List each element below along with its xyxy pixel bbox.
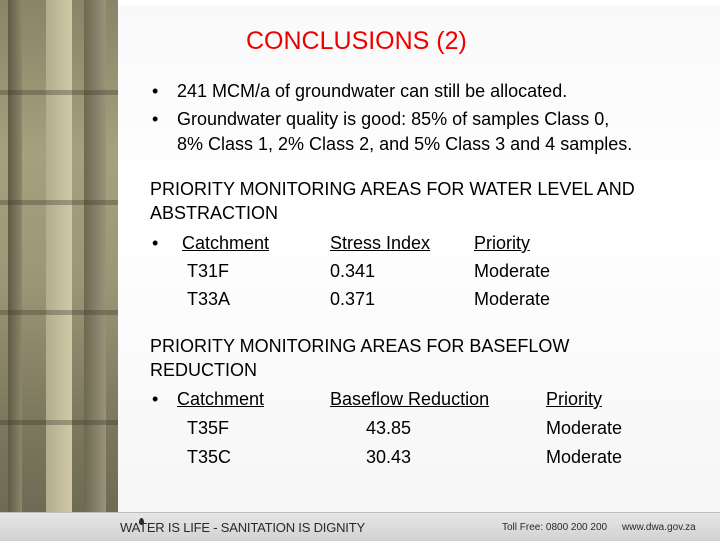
building-photo (0, 0, 118, 512)
section1-row2-priority: Moderate (474, 289, 551, 309)
section1-row1-stress-index: 0.341 (330, 261, 376, 281)
section1-header-priority: Priority (474, 233, 531, 253)
section1-row1-catchment: T31F (187, 261, 230, 281)
section1-heading-line1: PRIORITY MONITORING AREAS FOR WATER LEVEL AND (150, 179, 635, 199)
bullet-marker: • (152, 233, 159, 253)
section2-row2-baseflow-reduction: 30.43 (366, 447, 412, 467)
section2-header-baseflow-reduction: Baseflow Reduction (330, 389, 490, 409)
bullet-marker: • (152, 389, 159, 409)
bullet-quality-line1: Groundwater quality is good: 85% of samples Class 0, (177, 109, 610, 129)
section2-row1-priority: Moderate (546, 418, 623, 438)
bullet-marker: • (152, 81, 159, 101)
footer-phone: Toll Free: 0800 200 200 (502, 522, 608, 533)
footer-website: www.dwa.gov.za (622, 522, 696, 533)
section1-row2-catchment: T33A (187, 289, 231, 309)
section1-header-catchment: Catchment (182, 233, 270, 253)
section2-row1-catchment: T35F (187, 418, 230, 438)
bullet-allocation: 241 MCM/a of groundwater can still be allocated. (177, 81, 568, 101)
footer-bar (0, 512, 720, 541)
section2-header-catchment: Catchment (177, 389, 265, 409)
section1-heading-line2: ABSTRACTION (150, 203, 279, 223)
section2-row2-catchment: T35C (187, 447, 232, 467)
section1-row1-priority: Moderate (474, 261, 551, 281)
section2-heading-line1: PRIORITY MONITORING AREAS FOR BASEFLOW (150, 336, 570, 356)
section2-header-priority: Priority (546, 389, 603, 409)
bullet-marker: • (152, 109, 159, 129)
section2-row1-baseflow-reduction: 43.85 (366, 418, 412, 438)
section1-row2-stress-index: 0.371 (330, 289, 376, 309)
footer-motto: WATER IS LIFE - SANITATION IS DIGNITY (120, 520, 365, 535)
bullet-quality-line2: 8% Class 1, 2% Class 2, and 5% Class 3 and 4 samples. (177, 134, 633, 154)
section1-header-stress-index: Stress Index (330, 233, 431, 253)
section2-row2-priority: Moderate (546, 447, 623, 467)
section2-heading-line2: REDUCTION (150, 360, 257, 380)
slide-title: CONCLUSIONS (2) (246, 27, 467, 55)
